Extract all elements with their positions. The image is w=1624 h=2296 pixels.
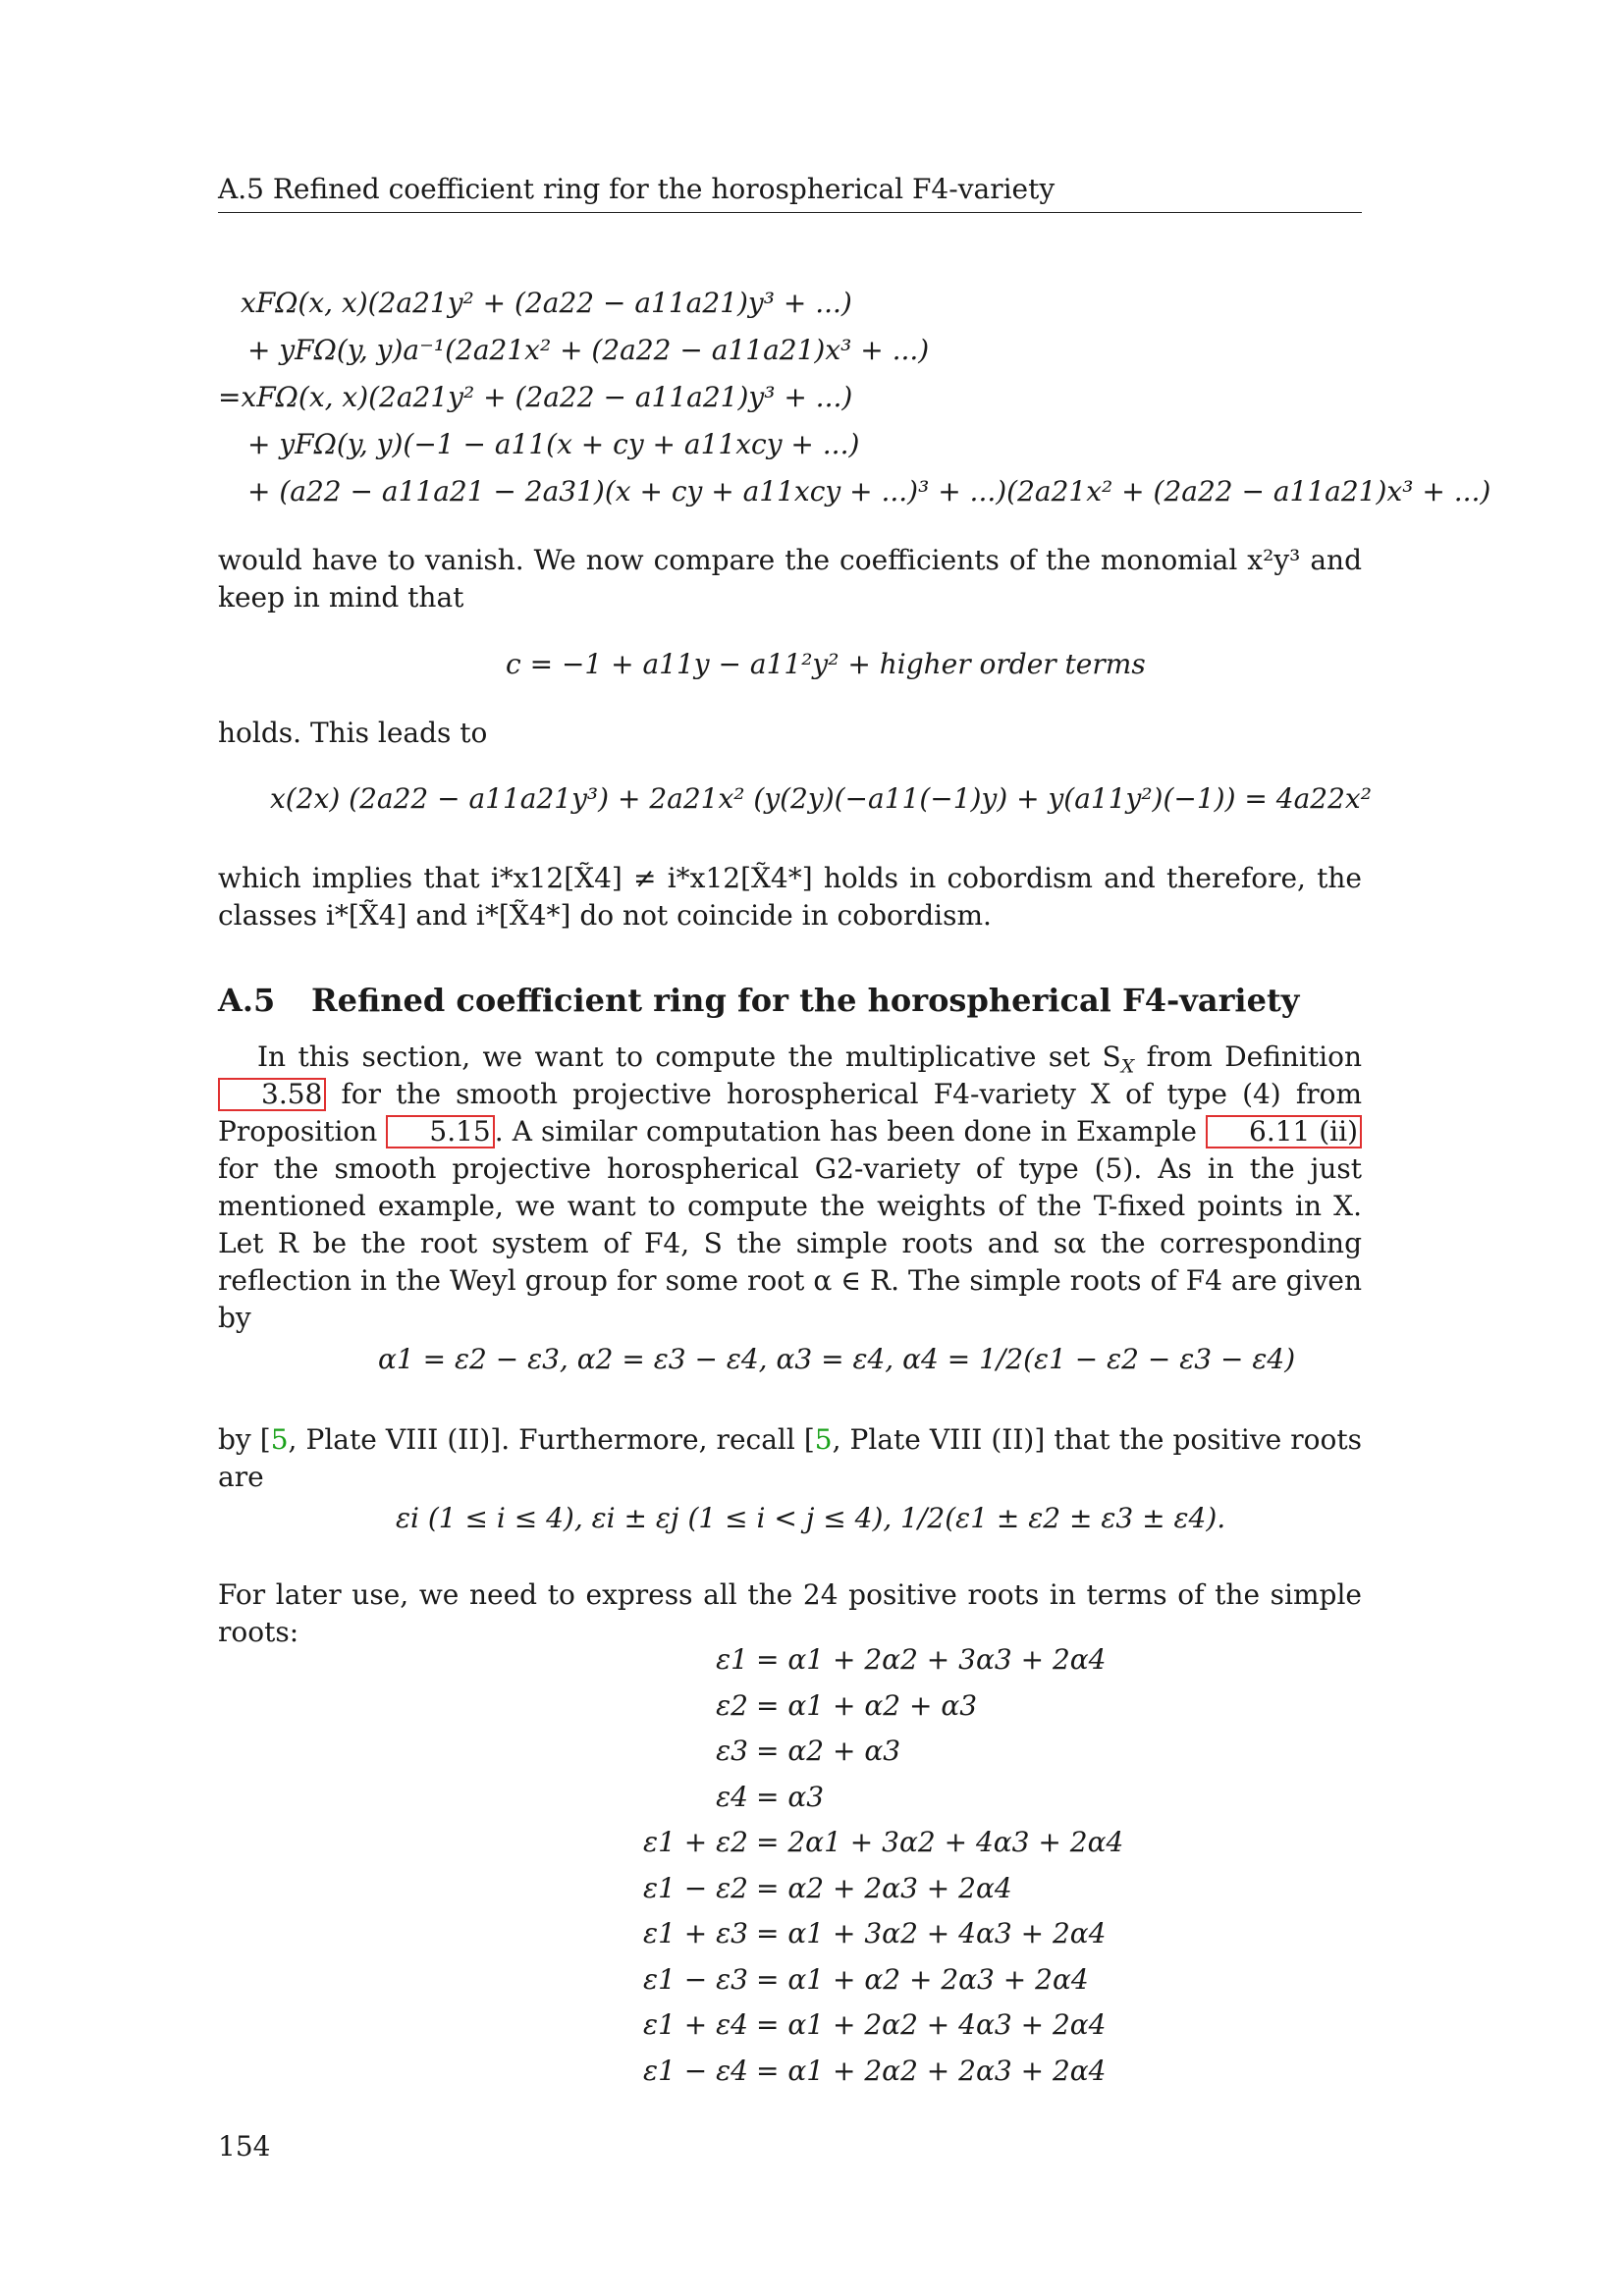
intro-text-1: In this section, we want to compute the multiplicative set S xyxy=(257,1041,1121,1073)
plate-text-2: , Plate VIII (II)]. Furthermore, recall [ xyxy=(288,1423,815,1456)
plate-text-1: by [ xyxy=(218,1423,271,1456)
page-number: 154 xyxy=(218,2130,271,2163)
root-lhs: ε1 − ε4 xyxy=(643,2054,748,2087)
paragraph-later-use: For later use, we need to express all the 24 positive roots in terms of the simple roots: xyxy=(218,1578,1362,1648)
root-lhs: ε1 + ε3 xyxy=(643,1917,748,1949)
paragraph-compare: would have to vanish. We now compare the coefficients of the monomial x²y³ and keep in mind that xyxy=(218,544,1362,614)
citation-link-2[interactable]: 5 xyxy=(814,1423,833,1456)
equation-c: c = −1 + a11y − a11²y² + higher order terms xyxy=(506,648,1146,680)
root-lhs: ε1 xyxy=(716,1643,748,1676)
root-lhs: ε1 + ε2 xyxy=(643,1826,748,1858)
root-rhs: = α2 + 2α3 + 2α4 xyxy=(756,1871,1012,1904)
root-lhs: ε4 xyxy=(716,1780,748,1813)
root-lhs: ε1 − ε3 xyxy=(643,1962,748,1996)
equation-line-2: + yFΩ(y, y)a⁻¹(2a21x² + (2a22 − a11a21)x³ + ...) xyxy=(247,334,930,366)
paragraph-holds: holds. This leads to xyxy=(218,717,488,749)
root-rhs: = α1 + 2α2 + 3α3 + 2α4 xyxy=(756,1643,1107,1676)
proposition-link[interactable]: 5.15 xyxy=(386,1115,494,1148)
intro-text-3: for the smooth projective horospherical F4-variety X of type (4) from Proposition xyxy=(218,1078,1362,1148)
root-rhs: = α1 + 2α2 + 4α3 + 2α4 xyxy=(756,2008,1107,2041)
running-header: A.5 Refined coefficient ring for the horospherical F4-variety xyxy=(218,173,1056,205)
root-rhs: = α1 + 3α2 + 4α3 + 2α4 xyxy=(756,1917,1107,1949)
equation-line-3: =xFΩ(x, x)(2a21y² + (2a22 − a11a21)y³ + ...) xyxy=(218,381,853,413)
root-rhs: = 2α1 + 3α2 + 4α3 + 2α4 xyxy=(756,1826,1124,1858)
equation-line-5: + (a22 − a11a21 − 2a31)(x + cy + a11xcy + ...)³ + ...)(2a21x² + (2a22 − a11a21)x³ + ...) xyxy=(247,475,1491,507)
root-rhs: = α2 + α3 xyxy=(756,1735,901,1767)
paragraph-positive-roots xyxy=(218,1421,1362,1496)
root-rhs: = α1 + α2 + α3 xyxy=(756,1688,978,1722)
equation-line-1: xFΩ(x, x)(2a21y² + (2a22 − a11a21)y³ + ...) xyxy=(241,287,852,319)
paragraph-implies: which implies that i*x12[X̃4] ≠ i*x12[X̃4*] holds in cobordism and therefore, the classes i*[X̃4] and i*[X̃4*] do not coincide in cobordism. xyxy=(218,862,1362,932)
intro-text-2: from Definition xyxy=(1134,1041,1362,1073)
root-lhs: ε3 xyxy=(716,1735,748,1767)
intro-text-5: for the smooth projective horospherical G2-variety of type (5). As in the just mentioned example, we want to compute the weights of the T-fixed points in X. Let R be the root system of F4, S the simple roots and sα the corresponding reflection in the Weyl group for some root α ∈ R. The simple roots of F4 are given by xyxy=(218,1152,1362,1334)
section-number: A.5 xyxy=(218,982,276,1019)
header-rule xyxy=(218,212,1362,213)
section-title: Refined coefficient ring for the horospherical F4-variety xyxy=(311,982,1300,1019)
root-lhs: ε2 xyxy=(716,1688,748,1722)
intro-text-4: . A similar computation has been done in Example xyxy=(494,1115,1206,1148)
equation-leads: x(2x) (2a22 − a11a21y³) + 2a21x² (y(2y)(−a11(−1)y) + y(a11y²)(−1)) = 4a22x² xyxy=(270,782,1372,815)
citation-link-1[interactable]: 5 xyxy=(270,1423,289,1456)
root-rhs: = α1 + α2 + 2α3 + 2α4 xyxy=(756,1962,1089,1996)
equation-line-4: + yFΩ(y, y)(−1 − a11(x + cy + a11xcy + ...) xyxy=(247,428,860,460)
root-rhs: = α3 xyxy=(756,1780,825,1813)
section-heading xyxy=(218,982,1299,1019)
root-lhs: ε1 − ε2 xyxy=(643,1871,748,1904)
equation-positive-roots: εi (1 ≤ i ≤ 4), εi ± εj (1 ≤ i < j ≤ 4), 1/2(ε1 ± ε2 ± ε3 ± ε4). xyxy=(396,1502,1226,1534)
root-rhs: = α1 + 2α2 + 2α3 + 2α4 xyxy=(756,2054,1107,2087)
equation-simple-roots: α1 = ε2 − ε3, α2 = ε3 − ε4, α3 = ε4, α4 = 1/2(ε1 − ε2 − ε3 − ε4) xyxy=(378,1343,1296,1375)
root-lhs: ε1 + ε4 xyxy=(643,2008,748,2041)
paragraph-section-intro: In this section, we want to compute the multiplicative set $S_X$ from Definition 3.58 for the smooth projective horospherical F4-variety X of type (4) from Proposition 5.15 . A similar computation has been done in Example 6.11 (ii) for the smooth projective horospherical G2-variety of type (5). As in the just mentioned example, we want to compute the weights of the T-fixed points in X. Let R be the root system of F4, S the simple roots and sα the corresponding reflection in the Weyl group for some root α ∈ R. The simple roots of F4 are given by xyxy=(218,1041,1362,1334)
plate-text-3: , Plate VIII (II)] that the positive roots are xyxy=(218,1423,1362,1493)
example-link[interactable]: 6.11 (ii) xyxy=(1206,1115,1362,1148)
definition-link[interactable]: 3.58 xyxy=(218,1078,326,1111)
